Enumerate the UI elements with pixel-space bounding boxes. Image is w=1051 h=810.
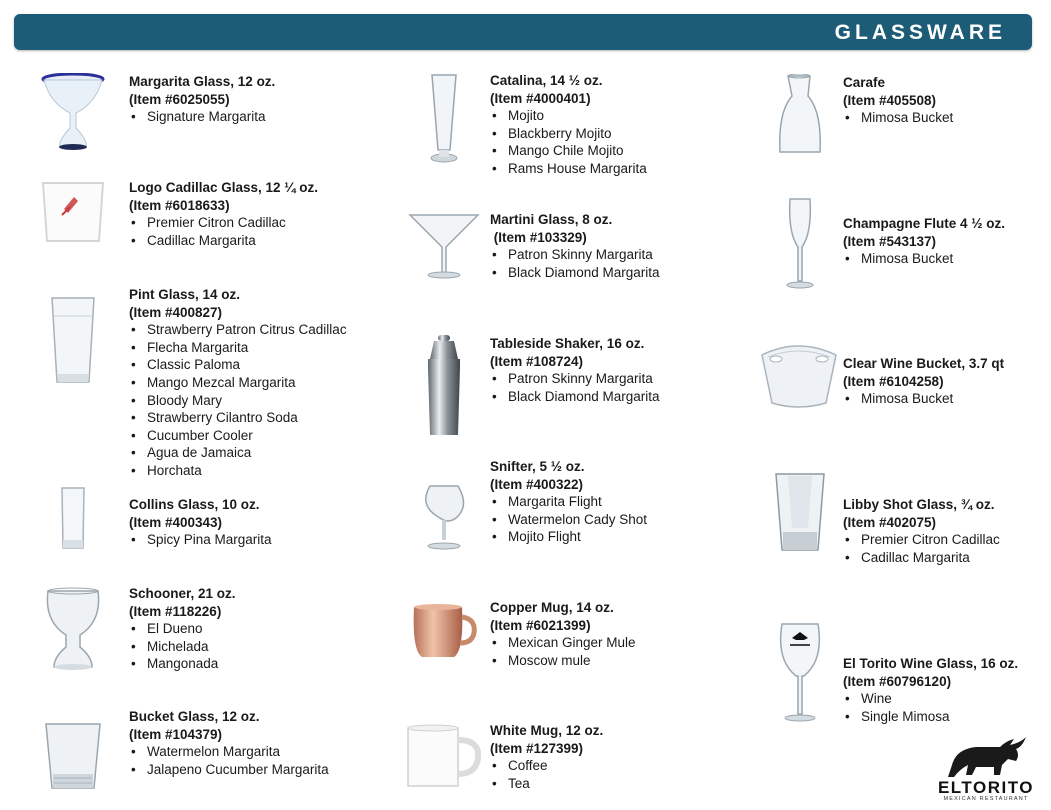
item-name: Pint Glass, 14 oz. [129, 287, 241, 302]
drink-list [843, 250, 1005, 268]
drink-list-item: • Spicy Pina Margarita [129, 531, 272, 549]
drink-list-item: • Watermelon Cady Shot [490, 511, 647, 529]
item-name: Clear Wine Bucket, 3.7 qt [843, 356, 1005, 371]
wine-glass-icon [770, 620, 830, 724]
drink-list-item: • Mimosa Bucket [843, 109, 953, 127]
schooner-glass-icon [40, 585, 106, 673]
drink-list-item: • Tea [490, 775, 603, 793]
section-title: GLASSWARE [834, 21, 1006, 44]
champagne-flute-icon [770, 197, 830, 293]
shaker-icon [404, 335, 484, 439]
item-number: (Item #127399) [490, 740, 584, 756]
drink-list-item: • Mango Mezcal Margarita [129, 374, 347, 392]
drink-list [490, 246, 660, 281]
drink-list-item: • Watermelon Margarita [129, 743, 329, 761]
drink-list-item: • Coffee [490, 757, 603, 775]
drink-list-item: • Blackberry Mojito [490, 125, 647, 143]
item-number: (Item #104379) [129, 726, 223, 742]
martini-glass-icon [404, 211, 484, 281]
item-number: (Item #103329) [490, 229, 587, 245]
item-name: Martini Glass, 8 oz. [490, 212, 613, 227]
drink-list-item: • Patron Skinny Margarita [490, 370, 660, 388]
bucket-glass-icon [40, 708, 106, 792]
item-name: Copper Mug, 14 oz. [490, 600, 614, 615]
shot-glass-icon [770, 470, 830, 554]
white-mug-icon [404, 722, 484, 792]
drink-list-item: • Agua de Jamaica [129, 444, 347, 462]
item-number: (Item #400343) [129, 514, 223, 530]
item-number: (Item #60796120) [843, 673, 952, 689]
snifter-glass-icon [404, 458, 484, 554]
drink-list [129, 620, 236, 673]
drink-list [129, 743, 329, 778]
item-number: (Item #6025055) [129, 91, 230, 107]
item-number: (Item #6018633) [129, 197, 230, 213]
item-name: White Mug, 12 oz. [490, 723, 604, 738]
item-name: Carafe [843, 75, 886, 90]
drink-list-item: • El Dueno [129, 620, 236, 638]
copper-mug-icon [404, 599, 484, 665]
item-number: (Item #6104258) [843, 373, 944, 389]
item-number: (Item #543137) [843, 233, 937, 249]
collins-glass-icon [40, 486, 106, 552]
drink-list-item: • Signature Margarita [129, 108, 275, 126]
item-number: (Item #4000401) [490, 90, 591, 106]
item-name: El Torito Wine Glass, 16 oz. [843, 656, 1019, 671]
drink-list-item: • Mexican Ginger Mule [490, 634, 636, 652]
drink-list-item: • Margarita Flight [490, 493, 647, 511]
drink-list-item: • Mimosa Bucket [843, 250, 1005, 268]
drink-list-item: • Premier Citron Cadillac [843, 531, 1000, 549]
item-name: Snifter, 5 ½ oz. [490, 459, 585, 474]
drink-list-item: • Classic Paloma [129, 356, 347, 374]
drink-list-item: • Mangonada [129, 655, 236, 673]
item-name: Margarita Glass, 12 oz. [129, 74, 276, 89]
brand-logo [936, 735, 1040, 803]
drink-list-item: • Flecha Margarita [129, 339, 347, 357]
drink-list-item: • Single Mimosa [843, 708, 1018, 726]
drink-list [129, 214, 318, 249]
item-name: Champagne Flute 4 ½ oz. [843, 216, 1006, 231]
drink-list-item: • Moscow mule [490, 652, 636, 670]
item-number: (Item #402075) [843, 514, 937, 530]
carafe-icon [770, 74, 830, 158]
drink-list-item: • Black Diamond Margarita [490, 388, 660, 406]
drink-list-item: • Premier Citron Cadillac [129, 214, 318, 232]
cadillac-glass-icon [40, 179, 106, 245]
item-number: (Item #118226) [129, 603, 222, 619]
drink-list [129, 108, 275, 126]
drink-list [490, 634, 636, 669]
brand-name: ELTORITO [937, 778, 1035, 797]
drink-list [490, 757, 603, 792]
drink-list [843, 690, 1018, 725]
drink-list [843, 390, 1004, 408]
drink-list-item: • Strawberry Cilantro Soda [129, 409, 347, 427]
item-name: Libby Shot Glass, ¾ oz. [843, 497, 995, 512]
bull-icon [936, 735, 1036, 779]
drink-list-item: • Patron Skinny Margarita [490, 246, 660, 264]
item-number: (Item #405508) [843, 92, 937, 108]
drink-list-item: • Cadillac Margarita [129, 232, 318, 250]
item-name: Tableside Shaker, 16 oz. [490, 336, 645, 351]
drink-list-item: • Michelada [129, 638, 236, 656]
item-name: Bucket Glass, 12 oz. [129, 709, 260, 724]
pint-glass-icon [40, 286, 106, 386]
item-name: Collins Glass, 10 oz. [129, 497, 260, 512]
item-name: Schooner, 21 oz. [129, 586, 236, 601]
section-header [14, 14, 1032, 50]
drink-list-item: • Mimosa Bucket [843, 390, 1004, 408]
drink-list-item: • Cucumber Cooler [129, 427, 347, 445]
item-number: (Item #400322) [490, 476, 584, 492]
drink-list-item: • Mojito [490, 107, 647, 125]
drink-list-item: • Mango Chile Mojito [490, 142, 647, 160]
drink-list [490, 493, 647, 546]
drink-list [843, 109, 953, 127]
item-number: (Item #400827) [129, 304, 223, 320]
drink-list-item: • Mojito Flight [490, 528, 647, 546]
wine-bucket-icon [760, 337, 838, 411]
drink-list [843, 531, 1000, 566]
drink-list-item: • Wine [843, 690, 1018, 708]
item-number: (Item #108724) [490, 353, 584, 369]
drink-list-item: • Cadillac Margarita [843, 549, 1000, 567]
drink-list-item: • Strawberry Patron Citrus Cadillac [129, 321, 347, 339]
item-name: Logo Cadillac Glass, 12 ¼ oz. [129, 180, 319, 195]
item-name: Catalina, 14 ½ oz. [490, 73, 603, 88]
brand-subtitle: MEXICAN RESTAURANT [943, 796, 1029, 802]
drink-list-item: • Bloody Mary [129, 392, 347, 410]
drink-list [129, 321, 347, 479]
drink-list-item: • Rams House Margarita [490, 160, 647, 178]
item-number: (Item #6021399) [490, 617, 591, 633]
drink-list-item: • Black Diamond Margarita [490, 264, 660, 282]
drink-list-item: • Horchata [129, 462, 347, 480]
catalina-glass-icon [404, 72, 484, 164]
drink-list [490, 370, 660, 405]
drink-list-item: • Jalapeno Cucumber Margarita [129, 761, 329, 779]
drink-list [129, 531, 272, 549]
margarita-glass-icon [40, 73, 106, 153]
drink-list [490, 107, 647, 177]
